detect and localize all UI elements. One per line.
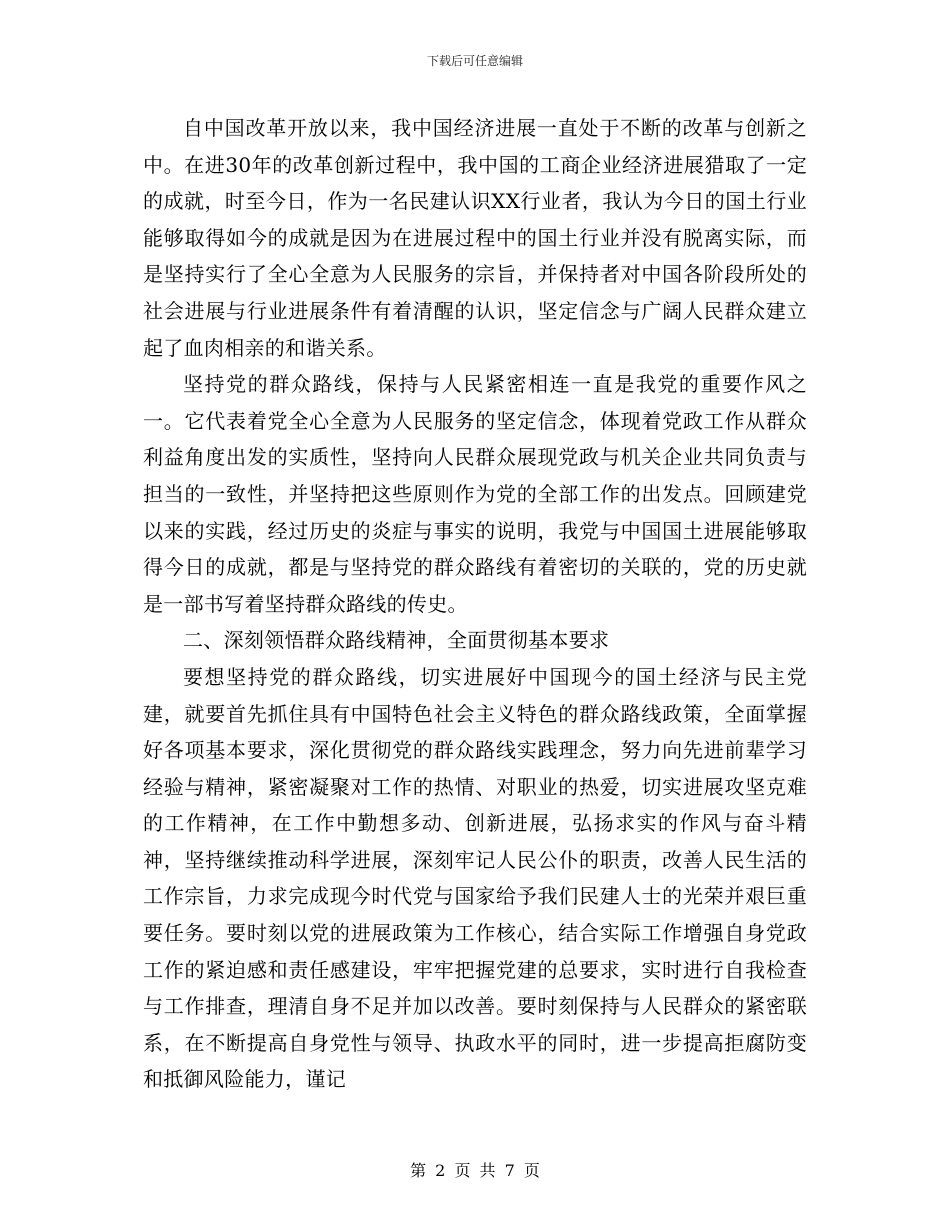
paragraph-requirements: 要想坚持党的群众路线，切实进展好中国现今的国土经济与民主党建，就要首先抓住具有中国特色社会主义特色的群众路线政策，全面掌握好各项基本要求，深化贯彻党的群众路线实践理念，努力向先进前辈学习经验与精神，紧密凝聚对工作的热情、对职业的热爱，切实进展攻坚克难的工作精神，在工作中勤想多动、创新进展，弘扬求实的作风与奋斗精神，坚持继续推动科学进展，深刻牢记人民公仆的职责，改善人民生活的工作宗旨，力求完成现今时代党与国家给予我们民建人士的光荣并艰巨重要任务。要时刻以党的进展政策为工作核心，结合实际工作增强自身党政工作的紧迫感和责任感建设，牢牢把握党建的总要求，实时进行自我检查与工作排查，理清自身不足并加以改善。要时刻保持与人民群众的紧密联系，在不断提高自身党性与领导、执政水平的同时，进一步提高拒腐防变和抵御风险能力，谨记	[143, 664, 807, 1092]
page-number: 第 2 页 共 7 页	[410, 1161, 540, 1180]
document-body	[143, 110, 807, 1098]
page-header: 下载后可任意编辑	[426, 54, 523, 68]
paragraph-reform: 自中国改革开放以来，我中国经济进展一直处于不断的改革与创新之中。在进30年的改革创新过程中，我中国的工商企业经济进展猎取了一定的成就，时至今日，作为一名民建认识XX行业者，我认为今日的国土行业能够取得如今的成就是因为在进展过程中的国土行业并没有脱离实际，而是坚持实行了全心全意为人民服务的宗旨，并保持者对中国各阶段所处的社会进展与行业进展条件有着清醒的认识，坚定信念与广阔人民群众建立起了血肉相亲的和谐关系。	[143, 116, 807, 360]
section-heading: 二、深刻领悟群众路线精神，全面贯彻基本要求	[183, 628, 610, 653]
paragraph-mass-line: 坚持党的群众路线，保持与人民紧密相连一直是我党的重要作风之一。它代表着党全心全意为人民服务的坚定信念，体现着党政工作从群众利益角度出发的实质性，坚持向人民群众展现党政与机关企业共同负责与担当的一致性，并坚持把这些原则作为党的全部工作的出发点。回顾建党以来的实践，经过历史的炎症与事实的说明，我党与中国国土进展能够取得今日的成就，都是与坚持党的群众路线有着密切的关联的，党的历史就是一部书写着坚持群众路线的传史。	[143, 372, 807, 616]
